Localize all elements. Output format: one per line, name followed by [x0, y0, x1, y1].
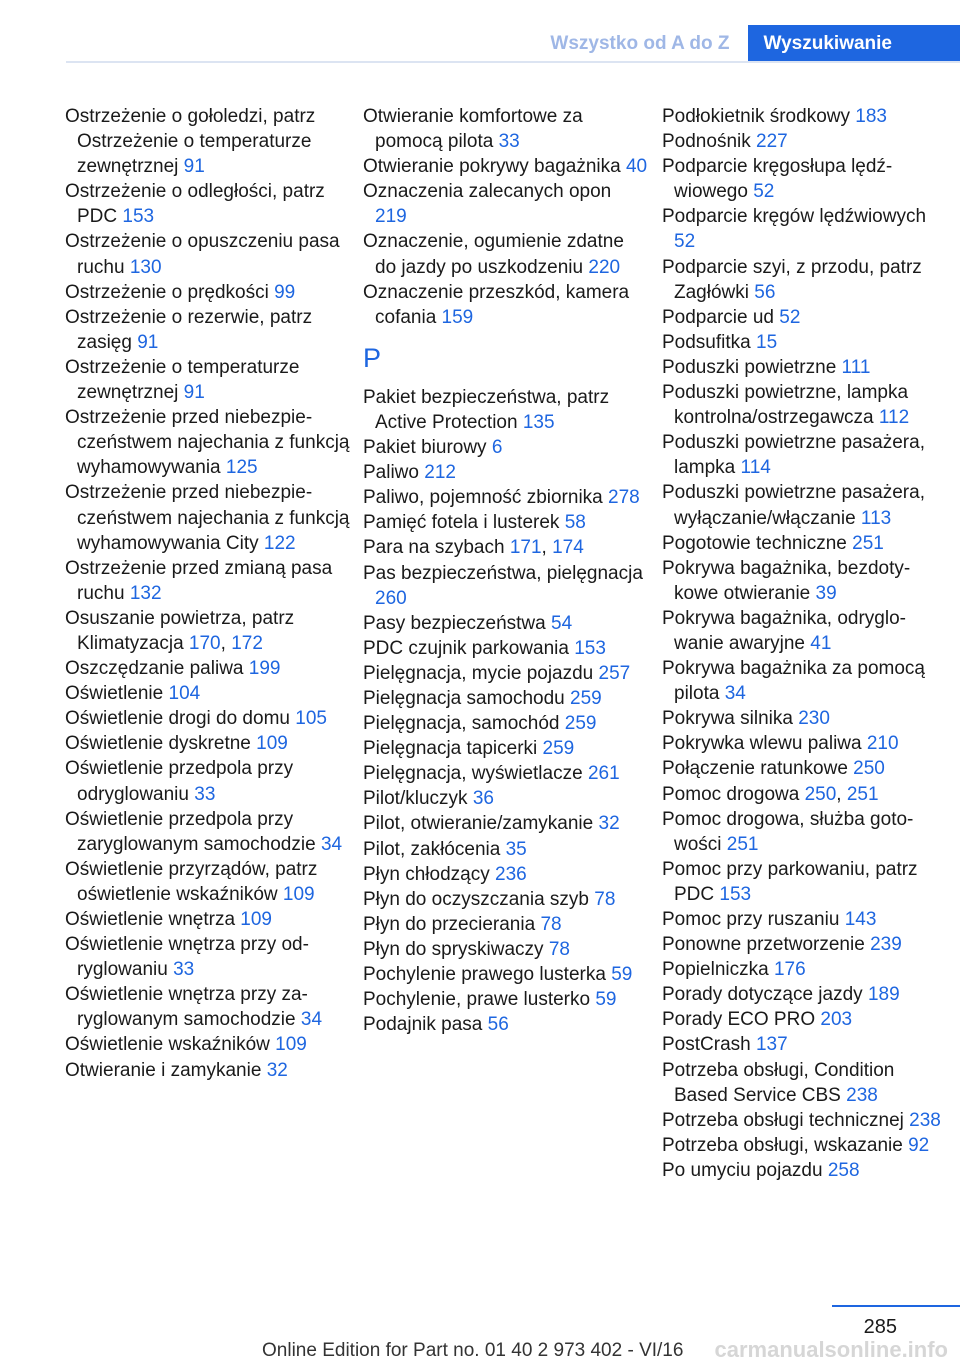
page-ref-link[interactable]: 105	[295, 708, 327, 730]
index-term: Podnośnik	[662, 131, 757, 153]
index-term: Ostrzeżenie o prędkości	[65, 281, 275, 303]
index-term: Potrzeba obsługi, wskazanie	[662, 1134, 909, 1156]
index-term: Pielęgnacja, samochód	[363, 713, 565, 735]
index-entry	[662, 982, 947, 1007]
index-term: Oświetlenie wskaźników	[65, 1034, 276, 1056]
page-ref-link[interactable]: 130	[129, 256, 162, 278]
page-ref-link[interactable]: 174	[552, 537, 584, 559]
header-tabs	[532, 25, 960, 62]
index-column-3	[662, 104, 947, 1183]
index-term: PostCrash	[662, 1034, 756, 1056]
index-entry	[662, 129, 947, 154]
page-ref-link[interactable]: 54	[551, 612, 573, 634]
page-ref-link[interactable]: 212	[424, 462, 456, 484]
index-term: Pakiet biurowy	[363, 437, 492, 459]
index-entry	[662, 706, 947, 731]
page-ref-link[interactable]: 33	[173, 959, 195, 981]
index-term: Oszczędzanie paliwa	[65, 658, 249, 680]
page-ref-link[interactable]: 52	[779, 306, 801, 328]
page-ref-link[interactable]: 259	[542, 738, 575, 760]
page-ref-link[interactable]: 236	[495, 863, 527, 885]
index-entry	[65, 305, 350, 355]
index-entry	[65, 807, 350, 857]
page-ref-link[interactable]: 109	[256, 733, 288, 755]
index-entry	[363, 611, 648, 636]
index-term: Pasy bezpieczeństwa	[363, 612, 551, 634]
index-entry	[662, 255, 947, 305]
page-ref-link[interactable]: 210	[866, 733, 899, 755]
index-entry	[662, 782, 947, 807]
index-entry	[363, 385, 648, 435]
index-term: Pomoc przy ruszaniu	[662, 909, 845, 930]
index-term: Pokrywka wlewu paliwa	[662, 733, 867, 755]
page-ref-link[interactable]: 109	[282, 883, 315, 905]
index-entry	[662, 932, 947, 957]
index-entry	[662, 1108, 947, 1133]
index-entry	[65, 405, 350, 480]
index-entry	[662, 1032, 947, 1057]
page-ref-link[interactable]: 122	[263, 532, 296, 554]
page-ref-link[interactable]: 78	[594, 888, 616, 910]
page-ref-link[interactable]: 135	[522, 411, 555, 433]
page-ref-link[interactable]: 109	[275, 1034, 307, 1056]
index-entry	[65, 280, 350, 305]
index-term: Płyn chłodzący	[363, 863, 496, 885]
page-ref-link[interactable]: 32	[266, 1059, 288, 1081]
index-term: Podłokietnik środkowy	[662, 106, 856, 127]
index-term: Ostrzeżenie o rezerwie, patrz zasięg	[65, 306, 313, 353]
footer-edition: Online Edition for Part no. 01 40 2 973 402 - VI/16	[262, 1340, 684, 1361]
page-ref-link[interactable]: 220	[588, 256, 621, 278]
index-term: Pielęgnacja, wyświetlacze	[363, 763, 588, 785]
index-entry	[662, 907, 947, 932]
index-entry	[65, 907, 350, 932]
page-ref-link[interactable]: 251	[846, 783, 879, 805]
page-ref-link[interactable]: 278	[608, 487, 640, 509]
index-entry	[65, 1032, 350, 1057]
page-ref-link[interactable]: 59	[595, 989, 617, 1011]
index-entry	[662, 480, 947, 530]
page-ref-link[interactable]: 176	[773, 959, 806, 981]
page-ref-separator: ,	[541, 537, 553, 559]
index-term: Paliwo, pojemność zbiornika	[363, 487, 609, 509]
page-ref-link[interactable]: 41	[810, 632, 832, 654]
index-term: Pamięć fotela i lusterek	[363, 512, 565, 534]
index-entry	[363, 962, 648, 987]
page-ref-separator: ,	[220, 632, 232, 654]
index-term: Oświetlenie drogi do domu	[65, 708, 296, 730]
index-term: Pogotowie techniczne	[662, 532, 853, 554]
index-entry	[363, 761, 648, 786]
index-term: Porady ECO PRO	[662, 1009, 821, 1031]
page-ref-link[interactable]: 32	[598, 813, 620, 835]
index-entry	[363, 786, 648, 811]
index-entry	[662, 380, 947, 430]
index-entry	[662, 305, 947, 330]
index-entry	[65, 1058, 350, 1083]
index-term: Oświetlenie przedpola przy odryglowaniu	[65, 758, 294, 805]
index-entry	[363, 736, 648, 761]
index-entry	[363, 811, 648, 836]
page-ref-link[interactable]: 251	[726, 833, 759, 855]
index-entry	[662, 756, 947, 781]
index-entry	[65, 857, 350, 907]
index-term: Oznaczenia zalecanych opon	[363, 181, 612, 203]
page-ref-link[interactable]: 259	[570, 687, 602, 709]
page-ref-link[interactable]: 239	[870, 934, 902, 956]
index-term: Płyn do przecierania	[363, 913, 541, 935]
page-ref-link[interactable]: 227	[756, 131, 788, 153]
index-column-1	[65, 104, 350, 1083]
page-ref-link[interactable]: 261	[587, 763, 620, 785]
watermark-text: carmanualsonline.info	[714, 1337, 948, 1362]
index-term: Płyn do spryskiwaczy	[363, 938, 549, 960]
index-entry	[65, 706, 350, 731]
index-entry	[662, 154, 947, 204]
index-term: PDC czujnik parkowania	[363, 637, 575, 659]
page-ref-link[interactable]: 52	[674, 231, 696, 253]
index-entry	[662, 104, 947, 129]
page-ref-link[interactable]: 143	[844, 909, 877, 930]
index-entry	[662, 531, 947, 556]
page-ref-link[interactable]: 6	[491, 437, 503, 459]
page-ref-link[interactable]: 15	[756, 331, 778, 353]
index-entry	[363, 561, 648, 611]
index-entry	[363, 987, 648, 1012]
index-term: Oświetlenie wnętrza przy zaryglowanym samochodzie	[65, 984, 308, 1031]
page-ref-link[interactable]: 250	[804, 783, 837, 805]
page-ref-link[interactable]: 33	[498, 131, 520, 153]
index-term: Podparcie kręgów lędźwiowych	[662, 206, 927, 228]
page-ref-link[interactable]: 34	[724, 683, 746, 705]
index-term: Po umyciu pojazdu	[662, 1159, 828, 1181]
page-ref-link[interactable]: 99	[274, 281, 296, 303]
index-entry	[363, 1012, 648, 1037]
index-term: Pielęgnacja, mycie pojazdu	[363, 662, 599, 684]
page-ref-link[interactable]: 91	[183, 382, 205, 404]
page-ref-link[interactable]: 125	[225, 457, 258, 479]
index-entry	[363, 535, 648, 560]
index-term: Pokrywa bagażnika, odryglowanie awaryjne	[662, 607, 906, 654]
index-entry	[662, 857, 947, 907]
page-ref-link[interactable]: 112	[878, 407, 910, 429]
index-entry	[662, 430, 947, 480]
tab-wszystko-od-a-do-z[interactable]: Wszystko od A do Z	[532, 25, 747, 62]
page-ref-link[interactable]: 113	[860, 507, 892, 529]
page-ref-link[interactable]: 35	[505, 838, 527, 860]
index-term: Oświetlenie przyrządów, patrz oświetlenie wskaźników	[65, 858, 318, 905]
index-entry	[363, 837, 648, 862]
index-entry	[363, 485, 648, 510]
index-entry	[662, 1058, 947, 1108]
index-term: Otwieranie i zamykanie	[65, 1059, 267, 1081]
index-term: Podsufitka	[662, 331, 756, 353]
page-ref-link[interactable]: 189	[867, 984, 900, 1006]
index-term: Pomoc drogowa	[662, 783, 805, 805]
page-ref-link[interactable]: 137	[755, 1034, 788, 1056]
index-term: Połączenie ratunkowe	[662, 758, 854, 780]
index-term: Pilot, zakłócenia	[363, 838, 506, 860]
index-entry	[662, 330, 947, 355]
page-ref-link[interactable]: 56	[487, 1014, 509, 1036]
index-entry	[363, 154, 648, 179]
index-term: Oświetlenie	[65, 683, 169, 705]
index-entry	[65, 179, 350, 229]
page-ref-link[interactable]: 92	[908, 1134, 930, 1156]
index-term: Pilot/kluczyk	[363, 788, 473, 810]
page-ref-link[interactable]: 172	[231, 632, 263, 654]
page-ref-link[interactable]: 58	[564, 512, 586, 534]
index-entry	[662, 606, 947, 656]
page-ref-link[interactable]: 219	[375, 206, 407, 228]
index-entry	[363, 280, 648, 330]
index-entry	[363, 937, 648, 962]
index-entry	[65, 104, 350, 179]
index-entry	[65, 556, 350, 606]
section-letter: P	[363, 342, 382, 373]
page-ref-link[interactable]: 238	[909, 1109, 941, 1131]
index-term: Ponowne przetworzenie	[662, 934, 871, 956]
page-ref-link[interactable]: 259	[564, 713, 597, 735]
index-term: Ostrzeżenie o temperaturze zewnętrznej	[65, 356, 300, 404]
index-term: Oświetlenie dyskretne	[65, 733, 257, 755]
index-term: Podparcie szyi, z przodu, patrz Zagłówki	[662, 256, 922, 303]
page-ref-link[interactable]: 170	[188, 632, 221, 654]
page-ref-link[interactable]: 34	[300, 1009, 323, 1031]
index-entry	[65, 932, 350, 982]
index-entry	[65, 982, 350, 1032]
page-ref-link[interactable]: 91	[137, 331, 159, 353]
index-entry	[662, 807, 947, 857]
index-term: Pielęgnacja samochodu	[363, 687, 571, 709]
index-entry	[662, 656, 947, 706]
tab-wyszukiwanie[interactable]: Wyszukiwanie	[748, 25, 960, 62]
index-entry	[363, 229, 648, 279]
index-term: Potrzeba obsługi, Condition Based Service CBS	[662, 1059, 895, 1106]
page-ref-link[interactable]: 153	[574, 637, 606, 659]
page-ref-link[interactable]: 78	[540, 913, 562, 935]
page-ref-link[interactable]: 230	[798, 708, 830, 730]
page-ref-link[interactable]: 114	[740, 457, 771, 479]
index-term: Oświetlenie przedpola przy zaryglowanym samochodzie	[65, 808, 321, 855]
index-entry	[363, 711, 648, 736]
page-ref-link[interactable]: 159	[441, 306, 474, 328]
index-term: Płyn do oczyszczania szyb	[363, 888, 595, 910]
index-term: Paliwo	[363, 462, 425, 484]
page-ref-link[interactable]: 153	[719, 883, 752, 905]
index-entry	[662, 204, 947, 254]
index-term: Pomoc przy parkowaniu, patrz PDC	[662, 858, 918, 905]
index-entry	[363, 179, 648, 229]
page-ref-link[interactable]: 39	[815, 582, 837, 604]
index-term: Ostrzeżenie o gołoledzi, patrz Ostrzeżenie o temperaturze zewnętrznej	[65, 106, 316, 178]
index-entry	[363, 912, 648, 937]
index-entry	[65, 756, 350, 806]
page-ref-link[interactable]: 40	[625, 156, 648, 178]
index-entry	[363, 460, 648, 485]
index-entry	[65, 731, 350, 756]
page-ref-link[interactable]: 257	[598, 662, 631, 684]
page-ref-link[interactable]: 78	[548, 938, 570, 960]
index-entry	[363, 510, 648, 535]
index-entry	[662, 957, 947, 982]
index-entry	[662, 1133, 947, 1158]
index-term: Podparcie ud	[662, 306, 780, 328]
index-term: Pakiet bezpieczeństwa, patrz Active Protection	[363, 386, 610, 433]
index-term: Oznaczenie, ogumienie zdatne do jazdy po uszkodzeniu	[363, 231, 624, 278]
index-entry	[363, 887, 648, 912]
page-ref-link[interactable]: 109	[240, 909, 272, 930]
index-entry	[65, 606, 350, 656]
page-ref-link[interactable]: 104	[168, 683, 201, 705]
index-entry	[662, 556, 947, 606]
index-term: Pas bezpieczeństwa, pielęgnacja	[363, 562, 643, 584]
page-ref-link[interactable]: 199	[248, 658, 281, 680]
index-term: Porady dotyczące jazdy	[662, 984, 868, 1006]
index-term: Pielęgnacja tapicerki	[363, 738, 543, 760]
index-term: Para na szybach	[363, 537, 510, 559]
page-ref-link[interactable]: 111	[841, 356, 871, 378]
footer-divider	[832, 1305, 960, 1307]
index-term: Ostrzeżenie o opuszczeniu pasa ruchu	[65, 231, 340, 278]
page-ref-link[interactable]: 260	[375, 587, 407, 609]
index-entry	[662, 1158, 947, 1183]
page-ref-link[interactable]: 36	[472, 788, 494, 810]
index-term: Podajnik pasa	[363, 1014, 488, 1036]
index-term: Potrzeba obsługi technicznej	[662, 1109, 910, 1131]
index-term: Ostrzeżenie o odległości, patrz PDC	[65, 181, 325, 228]
page-ref-link[interactable]: 203	[820, 1009, 853, 1031]
index-term: Otwieranie pokrywy bagażnika	[363, 156, 626, 178]
page-ref-link[interactable]: 34	[320, 833, 343, 855]
index-term: Poduszki powietrzne pasażera, wyłączanie/włączanie	[662, 482, 925, 529]
index-entry	[65, 480, 350, 555]
page-ref-link[interactable]: 33	[194, 783, 216, 805]
index-entry	[363, 435, 648, 460]
index-term: Pilot, otwieranie/zamykanie	[363, 813, 599, 835]
index-entry	[363, 862, 648, 887]
index-entry	[662, 731, 947, 756]
page-ref-link[interactable]: 183	[855, 106, 887, 127]
index-entry	[65, 355, 350, 405]
index-term: Pokrywa silnika	[662, 708, 799, 730]
index-term: Pochylenie, prawe lusterko	[363, 989, 596, 1011]
page-ref-link[interactable]: 132	[129, 582, 162, 604]
index-term: Ostrzeżenie przed zmianą pasa ruchu	[65, 557, 333, 604]
index-entry	[363, 104, 648, 154]
index-term: Oświetlenie wnętrza przy odryglowaniu	[65, 934, 309, 981]
index-term: Popielniczka	[662, 959, 774, 981]
index-term: Pokrywa bagażnika, bezdotykowe otwieranie	[662, 557, 911, 604]
index-term: Oznaczenie przeszkód, kamera cofania	[363, 281, 630, 328]
index-term: Pomoc drogowa, służba gotowości	[662, 808, 914, 855]
page-ref-link[interactable]: 91	[183, 156, 205, 178]
index-term: Poduszki powietrzne, lampka kontrolna/ostrzegawcza	[662, 382, 909, 429]
page-ref-link[interactable]: 171	[509, 537, 542, 559]
index-entry	[65, 229, 350, 279]
index-term: Poduszki powietrzne pasażera, lampka	[662, 432, 925, 479]
index-term: Poduszki powietrzne	[662, 356, 842, 378]
header-divider	[66, 61, 960, 63]
index-term: Oświetlenie wnętrza	[65, 909, 241, 930]
page-ref-separator: ,	[836, 783, 847, 805]
index-term: Pochylenie prawego lusterka	[363, 964, 612, 985]
page-ref-link[interactable]: 52	[753, 181, 775, 203]
index-term: Pokrywa bagażnika za pomocą pilota	[662, 658, 925, 705]
page-ref-link[interactable]: 238	[846, 1084, 878, 1106]
page-ref-link[interactable]: 258	[827, 1159, 860, 1181]
index-term: Ostrzeżenie przed niebezpieczeństwem najechania z funkcją wyhamowywania	[65, 407, 350, 479]
index-entry	[363, 636, 648, 661]
page-ref-link[interactable]: 59	[611, 964, 633, 985]
index-entry	[363, 661, 648, 686]
index-term: Osuszanie powietrza, patrz Klimatyzacja	[65, 607, 295, 654]
index-term: Podparcie kręgosłupa lędźwiowego	[662, 156, 893, 203]
page-ref-link[interactable]: 250	[853, 758, 885, 780]
page-ref-link[interactable]: 251	[852, 532, 884, 554]
index-entry	[662, 355, 947, 380]
index-entry	[65, 656, 350, 681]
page-ref-link[interactable]: 56	[754, 281, 776, 303]
index-entry	[65, 681, 350, 706]
index-entry	[662, 1007, 947, 1032]
index-term: Otwieranie komfortowe za pomocą pilota	[363, 106, 583, 153]
page-number: 285	[863, 1316, 897, 1338]
index-entry	[363, 686, 648, 711]
page-ref-link[interactable]: 153	[122, 206, 155, 228]
index-term: Ostrzeżenie przed niebezpieczeństwem najechania z funkcją wyhamowywania City	[65, 482, 350, 554]
index-column-2	[363, 104, 648, 1037]
